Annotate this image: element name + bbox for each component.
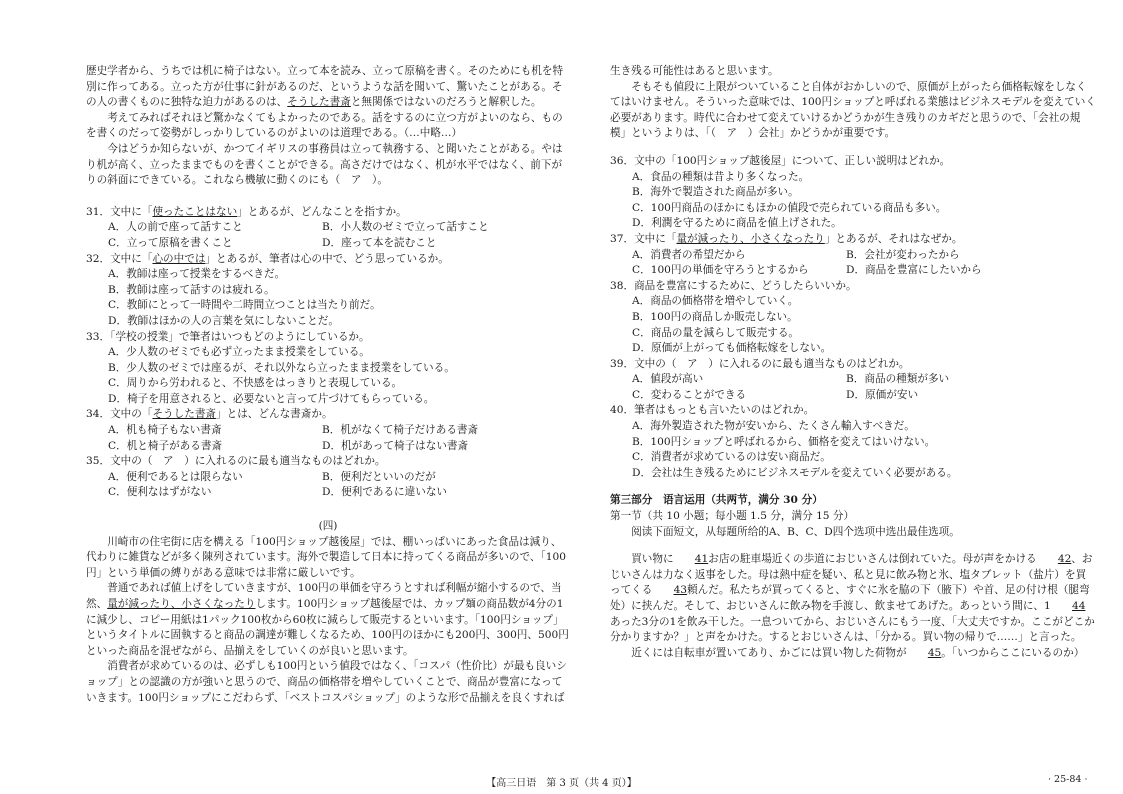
part3-subheading: 第一节（共 10 小题；每小题 1.5 分，满分 15 分）: [610, 510, 855, 523]
question-40: 40．筆者はもっとも言いたいのはどれか。: [610, 404, 815, 417]
blank-43: 43: [673, 584, 688, 597]
question-33-option-d: D．椅子を用意されると、必要ないと言って片づけてもらっている。: [108, 392, 435, 405]
question-36-option-a: A．食品の種類は昔より多くなった。: [632, 170, 810, 183]
question-36-option-d: D．利潤を守るために商品を値上げされた。: [632, 217, 842, 230]
question-39: 39．文中の（ ア ）に入れるのに最も適当なものはどれか。: [610, 357, 910, 370]
left-paragraph-2: 考えてみればそれほど驚かなくてもよかったのである。話をするのに立つ方がよいのなら、ものを書くのだって姿勢がしっかりしているのがよいのは道理である。（…中略…）: [86, 111, 563, 140]
question-31-options-cd: C．立って原稿を書くこと D．座って本を読むこと: [108, 236, 437, 249]
question-39-options-ab: A．値段が高い B．商品の種類が多い: [632, 373, 950, 386]
question-32-option-a: A．教師は座って授業をするべきだ。: [108, 268, 286, 281]
part3-heading: 第三部分 语言运用（共两节，满分 30 分）: [610, 494, 823, 507]
question-38-option-c: C．商品の量を減らして販売する。: [632, 326, 800, 339]
question-37: 37．文中に「量が減ったり、小さくなったり」とあるが、それはなぜか。: [610, 232, 963, 245]
left-paragraph-1: 歴史学者から、うちでは机に椅子はない。立って本を読み、立って原稿を書く。そのためにも机を特別に作ってある。立った方が仕事に針があるのだ、というような話を聞いて、驚いたことがある。その人の書くものに独特な迫力があるのは、そうした書斎と無関係ではないのだろうと解釈した。: [86, 65, 564, 109]
page-footer: 【高三日语 第 3 页（共 4 页）】: [486, 778, 637, 789]
section-heading: (四): [318, 520, 338, 533]
question-32-option-c: C．教師にとって一時間や二時間立つことは当たり前だ。: [108, 299, 381, 312]
question-33-option-c: C．周りから労われると、不快感をはっきりと表現している。: [108, 377, 403, 390]
question-36-option-b: B．海外で製造された商品が多い。: [632, 186, 799, 199]
question-35-options-ab: A．便利であるとは限らない B．便利だといいのだが: [108, 470, 436, 483]
section4-paragraph-3: 消費者が求めているのは、必ずしも100円という値段ではなく、「コスパ（性价比）が最も良いショップ」との認識の方が強いと思うので、商品の価格帯を増やしていくことで、商品が豊富になっていきます。100円ショップにこだわらず、「ベストコスパショップ」のような形で品揃えを良くすれば: [86, 660, 567, 704]
question-36: 36．文中の「100円ショップ越後屋」について、正しい説明はどれか。: [610, 154, 951, 167]
question-36-option-c: C．100円商品のほかにもほかの値段で売られている商品も多い。: [632, 201, 947, 214]
left-column: [86, 64, 570, 706]
right-paragraph-1: 生き残る可能性はあると思います。: [610, 65, 779, 77]
question-40-option-b: B．100円ショップと呼ばれるから、価格を変えてはいけない。: [632, 435, 936, 448]
question-31: 31．文中に「使ったことはない」とあるが、どんなことを指すか。: [86, 205, 407, 218]
question-31-options-ab: A．人の前で座って話すこと B．小人数のゼミで立って話すこと: [108, 221, 489, 234]
question-38-option-a: A．商品の価格帯を増やしていく。: [632, 295, 799, 308]
blank-41: 41: [694, 553, 709, 566]
question-37-options-ab: A．消費者の希望だから B．会社が変わったから: [632, 248, 960, 261]
question-38-option-b: B．100円の商品しか販売しない。: [632, 310, 798, 323]
question-33: 33．「学校の授業」で筆者はいつもどのようにしているか。: [86, 330, 370, 343]
blank-44: 44: [1071, 600, 1086, 612]
blank-45: 45: [927, 646, 942, 659]
question-35-options-cd: C．便利なはずがない D．便利であるに違いない: [108, 486, 448, 499]
question-40-option-a: A．海外製造された物が安いから、たくさん輸入すべきだ。: [632, 420, 915, 433]
right-column: [610, 64, 1096, 661]
cloze-paragraph-1: 買い物に 41お店の駐車場近くの歩道におじいさんは倒れていた。母が声をかける 42、おじいさんは力なく返事をした。母は熱中症を疑い、私と見に飲み物と氷、塩タブレット（盐片）を買ってくる 43頼んだ。私たちが買ってくると、すぐに氷を脇の下（腋下）や首、足の付け根（腿弯处）に挟んだ。そして、おじいさんに飲み物を手渡し、飲ませてあげた。あっという間に、1 44あった3分の1を飲み干した。一息ついてから、おじいさんにもう一度、「大丈夫ですか。ここがどこか分かりますか？」と声をかけた。するとおじいさんは、「分かる。買い物の帰りで……」と言った。: [610, 553, 1095, 644]
question-40-option-c: C．消費者が求めているのは安い商品だ。: [632, 451, 831, 464]
page-code: · 25-84 ·: [1048, 774, 1088, 785]
question-37-options-cd: C．100円の単価を守ろうとするから D．商品を豊富にしたいから: [632, 264, 982, 277]
question-39-options-cd: C．変わることができる D．原価が安い: [632, 388, 919, 401]
question-40-option-d: D．会社は生き残るためにビジネスモデルを変えていく必要がある。: [632, 466, 958, 479]
question-38: 38．商品を豊富にするために、どうしたらいいか。: [610, 279, 857, 292]
right-paragraph-2: そもそも値段に上限がついていること自体がおかしいので、原価が上がったら価格転嫁をしなくてはいけません。そういった意味では、100円ショップと呼ばれる業態はビジネスモデルを変えていく必要があります。時代に合わせて変えていけるかどうかが生き残りのカギだと思うので、「会社の規模」というよりは、「（ ア ）会社」かどうかが重要です。: [610, 80, 1096, 140]
cloze-paragraph-2: 近くには自転車が置いてあり、かごには買い物した荷物が 45。「いつからここにいるのか）: [610, 646, 1096, 662]
question-34-options-cd: C．机と椅子がある書斎 D．机があって椅子はない書斎: [108, 439, 469, 452]
question-34: 34．文中の「そうした書斎」とは、どんな書斎か。: [86, 408, 333, 421]
question-32: 32．文中に「心の中では」とあるが、筆者は心の中で、どう思っているか。: [86, 252, 449, 265]
part3-instructions: 阅读下面短文，从每题所给的A、B、C、D四个选项中选出最佳选项。: [631, 525, 960, 538]
question-38-option-d: D．原価が上がっても価格転嫁をしない。: [632, 342, 832, 355]
blank-42: 42: [1057, 553, 1072, 566]
section4-paragraph-2: 普通であれば値上げをしていきますが、100円の単価を守ろうとすれば利幅が縮小するので、当然、量が減ったり、小さくなったりします。100円ショップ越後屋では、カップ麺の商品数が4分の1に減少し、コピー用紙は1パック100枚から60枚に減らして販売するといいます。「100円ショップ」というタイトルに固執すると商品の調達が難しくなるため、100円のほかにも200円、300円、500円といった商品を混ぜながら、品揃えをしていくのが良いと思います。: [86, 582, 569, 657]
question-35: 35．文中の（ ア ）に入れるのに最も適当なものはどれか。: [86, 455, 386, 468]
question-32-option-d: D．教師はほかの人の言葉を気にしないことだ。: [108, 314, 339, 327]
question-33-option-b: B．少人数のゼミでは座るが、それ以外なら立ったまま授業をしている。: [108, 361, 455, 374]
question-32-option-b: B．教師は座って話すのは疲れる。: [108, 283, 275, 296]
section4-paragraph-1: 川崎市の住宅街に店を構える「100円ショップ越後屋」では、棚いっぱいにあった食品は減り、代わりに雑貨などが多く陳列されています。海外で製造して日本に持ってくる商品が多いので、「100円」という単価の縛りがある意味では非常に厳しいです。: [86, 535, 566, 579]
question-34-options-ab: A．机も椅子もない書斎 B．机がなくて椅子だけある書斎: [108, 424, 479, 437]
left-paragraph-3: 今はどうか知らないが、かつてイギリスの事務員は立って執務する、と聞いたことがある。やはり机が高く、立ったままでものを書くことができる。高さだけではなく、机が水平ではなく、前下がりの斜面にできている。これなら機敏に動くのにも（ ア ）。: [86, 142, 563, 187]
question-33-option-a: A．少人数のゼミでも必ず立ったまま授業をしている。: [108, 346, 370, 359]
